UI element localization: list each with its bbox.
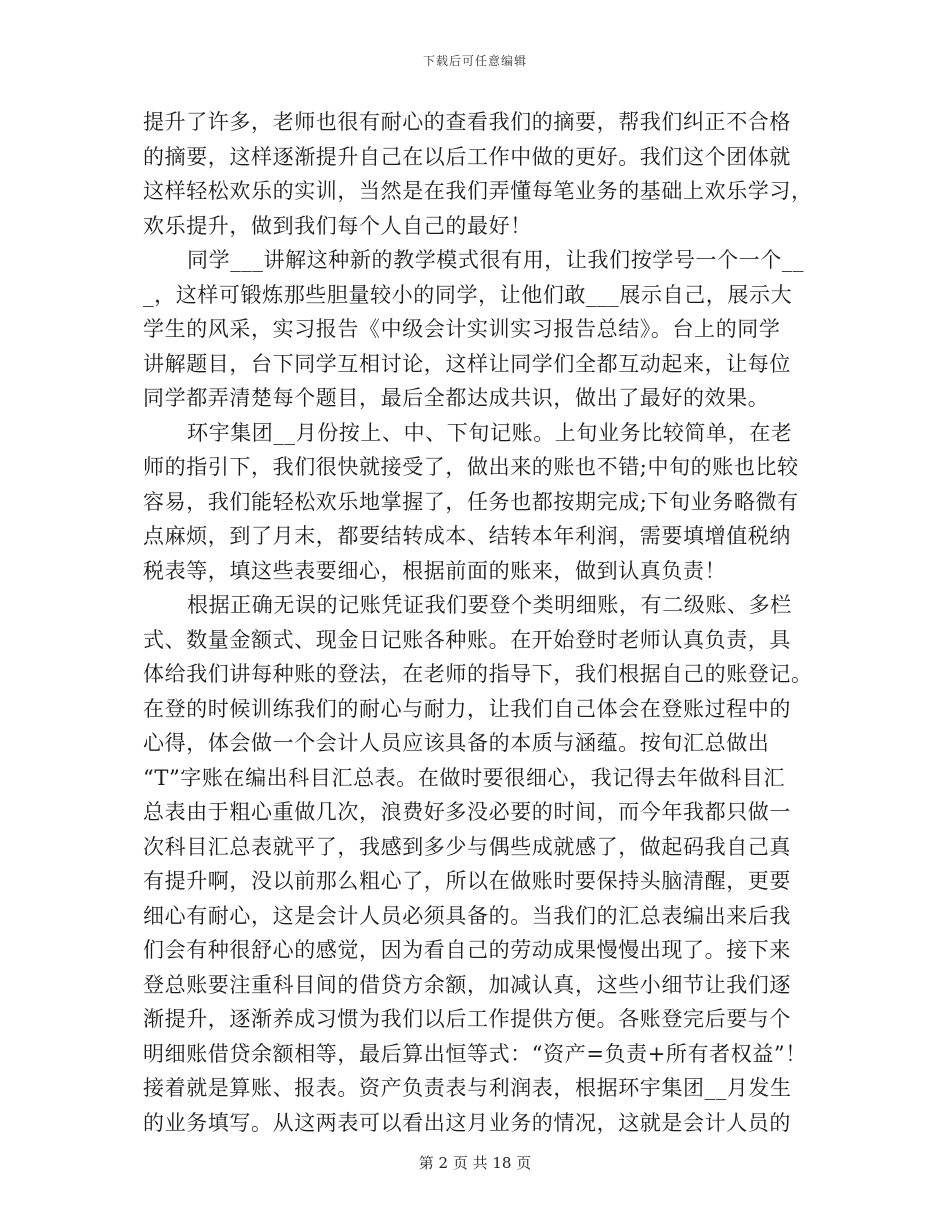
body-text — [143, 105, 813, 1140]
text-line: 的摘要，这样逐渐提升自己在以后工作中做的更好。我们这个团体就 — [143, 144, 791, 169]
text-line: 点麻烦，到了月末，都要结转成本、结转本年利润，需要填增值税纳 — [143, 524, 791, 548]
text-line: 的业务填写。从这两表可以看出这月业务的情况，这就是会计人员的 — [143, 1110, 791, 1135]
text-line: 心得，体会做一个会计人员应该具备的本质与涵蕴。按旬汇总做出 — [143, 731, 770, 755]
text-line: 讲解题目，台下同学互相讨论，这样让同学们全都互动起来，让每位 — [143, 351, 791, 376]
text-line: 学生的风采，实习报告《中级会计实训实习报告总结》。台上的同学 — [143, 317, 781, 341]
page-number: 第 2 页 共 18 页 — [418, 1154, 532, 1172]
text-line: 有提升啊，没以前那么粗心了，所以在做账时要保持头脑清醒，更要 — [143, 869, 791, 893]
text-line: 欢乐提升，做到我们每个人自己的最好！ — [143, 213, 532, 238]
text-line: 登总账要注重科目间的借贷方余额，加减认真，这些小细节让我们逐 — [143, 972, 791, 997]
paragraph-start-line: 根据正确无误的记账凭证我们要登个类明细账，有二级账、多栏 — [187, 593, 792, 617]
text-line: 接着就是算账、报表。资产负责表与利润表，根据环宇集团__月发生 — [143, 1076, 792, 1100]
header-note: 下载后可任意编辑 — [422, 54, 527, 68]
text-line: _，这样可锻炼那些胆量较小的同学，让他们敢___展示自己，展示大 — [143, 282, 793, 307]
text-line: 次科目汇总表就平了，我感到多少与偶些成就感了，做起码我自己真 — [143, 834, 791, 859]
paragraph-start-line: 同学___讲解这种新的教学模式很有用，让我们按学号一个一个__ — [187, 248, 805, 272]
text-line: 税表等，填这些表要细心，根据前面的账来，做到认真负责！ — [143, 558, 727, 583]
text-line: 细心有耐心，这是会计人员必须具备的。当我们的汇总表编出来后我 — [143, 903, 791, 928]
text-line: 式、数量金额式、现金日记账各种账。在开始登时老师认真负责，具 — [143, 627, 791, 652]
text-line: 总表由于粗心重做几次，浪费好多没必要的时间，而今年我都只做一 — [143, 800, 791, 824]
text-line: 渐提升，逐渐养成习惯为我们以后工作提供方便。各账登完后要与个 — [143, 1007, 791, 1031]
text-line: 这样轻松欢乐的实训，当然是在我们弄懂每笔业务的基础上欢乐学习， — [143, 179, 813, 203]
text-line: 同学都弄清楚每个题目，最后全都达成共识，做出了最好的效果。 — [143, 386, 770, 410]
text-line: “T”字账在编出科目汇总表。在做时要很细心，我记得去年做科目汇 — [143, 765, 786, 790]
paragraph-start-line: 环宇集团__月份按上、中、下旬记账。上旬业务比较简单，在老 — [187, 420, 793, 445]
text-line: 在登的时候训练我们的耐心与耐力，让我们自己体会在登账过程中的 — [143, 696, 791, 721]
text-line: 提升了许多，老师也很有耐心的查看我们的摘要，帮我们纠正不合格 — [143, 110, 791, 134]
text-line: 明细账借贷余额相等，最后算出恒等式：“资产=负责+所有者权益”！ — [143, 1041, 807, 1066]
text-line: 们会有种很舒心的感觉，因为看自己的劳动成果慢慢出现了。接下来 — [143, 938, 791, 962]
text-line: 容易，我们能轻松欢乐地掌握了，任务也都按期完成;下旬业务略微有 — [143, 489, 799, 514]
text-line: 体给我们讲每种账的登法，在老师的指导下，我们根据自己的账登记。 — [143, 662, 813, 686]
text-line: 师的指引下，我们很快就接受了，做出来的账也不错;中旬的账也比较 — [143, 455, 799, 479]
